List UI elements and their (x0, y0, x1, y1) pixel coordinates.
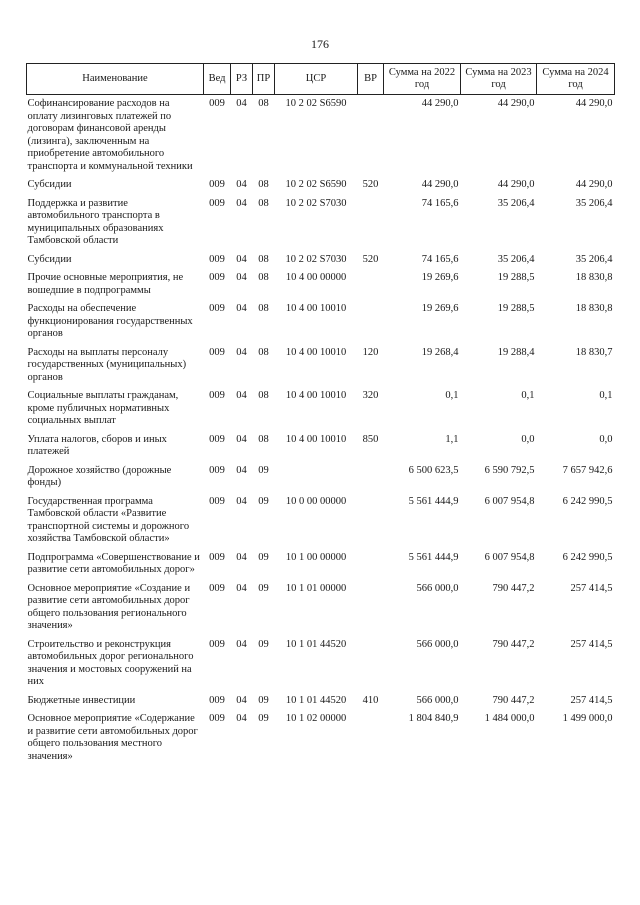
table-row (27, 195, 615, 251)
header-csr: ЦСР (275, 64, 358, 95)
cell-rz: 04 (236, 272, 247, 283)
cell-rz: 04 (236, 179, 247, 190)
cell-name: Государственная программа Тамбовской области «Развитие транспортной системы и дорожного хозяйства Тамбовской области» (27, 495, 190, 544)
table-row (27, 95, 615, 177)
cell-rz: 04 (236, 390, 247, 401)
cell-name: Подпрограмма «Совершенствование и развитие сети автомобильных дорог» (27, 551, 200, 575)
cell-sum-2022: 566 000,0 (416, 638, 459, 650)
cell-sum-2024: 7 657 942,6 (562, 464, 613, 476)
cell-sum-2022: 566 000,0 (416, 582, 459, 594)
cell-vr: 520 (362, 253, 379, 265)
cell-ved: 009 (209, 272, 225, 283)
cell-vr (358, 549, 384, 580)
cell-csr: 10 2 02 S7030 (285, 253, 347, 265)
cell-sum-2024: 257 414,5 (570, 582, 613, 594)
cell-sum-2023: 790 447,2 (492, 694, 535, 706)
cell-pr: 09 (258, 638, 269, 650)
cell-sum-2022: 19 268,4 (421, 346, 459, 358)
cell-name: Строительство и реконструкция автомобильных дорог регионального значения и мостовых сооружений на них (27, 638, 194, 687)
cell-sum-2022: 74 165,6 (421, 197, 459, 209)
table-row (27, 251, 615, 270)
cell-sum-2023: 790 447,2 (492, 638, 535, 650)
cell-vr (358, 493, 384, 549)
cell-sum-2023: 790 447,2 (492, 582, 535, 594)
cell-pr: 08 (258, 390, 269, 401)
header-rz: РЗ (231, 64, 253, 95)
cell-sum-2023: 6 007 954,8 (484, 495, 535, 507)
cell-rz: 04 (236, 694, 247, 706)
cell-rz: 04 (236, 582, 247, 594)
cell-rz: 04 (236, 303, 247, 314)
cell-ved: 009 (209, 551, 225, 563)
cell-ved: 009 (209, 303, 225, 314)
cell-vr (358, 300, 384, 344)
cell-sum-2023: 0,1 (521, 390, 535, 401)
cell-pr: 09 (258, 713, 269, 724)
cell-sum-2023: 6 590 792,5 (484, 464, 535, 476)
cell-name: Расходы на обеспечение функционирования государственных органов (27, 303, 193, 339)
cell-name: Поддержка и развитие автомобильного транспорта в муниципальных образованиях Тамбовской области (27, 197, 164, 246)
cell-csr: 10 1 00 00000 (285, 551, 347, 563)
cell-vr (358, 462, 384, 493)
cell-sum-2022: 1 804 840,9 (408, 713, 459, 724)
cell-vr (358, 636, 384, 692)
cell-name: Субсидии (27, 253, 72, 265)
header-pr: ПР (253, 64, 275, 95)
cell-name: Основное мероприятие «Содержание и развитие сети автомобильных дорог общего пользования местного значения» (27, 713, 198, 762)
cell-name: Софинансирование расходов на оплату лизинговых платежей по договорам финансовой аренды (лизинга), заключенным на приобретение автомобильного транспорта и коммунальной техники (27, 98, 193, 172)
table-header (27, 64, 615, 95)
cell-csr (275, 462, 358, 493)
cell-ved: 009 (209, 346, 225, 358)
table-row (27, 636, 615, 692)
cell-sum-2023: 0,0 (521, 433, 535, 445)
cell-pr: 09 (258, 694, 269, 706)
cell-sum-2024: 6 242 990,5 (562, 551, 613, 563)
cell-ved: 009 (209, 713, 225, 724)
header-vr: ВР (358, 64, 384, 95)
cell-ved: 009 (209, 98, 225, 109)
cell-sum-2023: 44 290,0 (497, 98, 535, 109)
cell-sum-2022: 6 500 623,5 (408, 464, 459, 476)
cell-sum-2024: 18 830,7 (575, 346, 613, 358)
cell-sum-2024: 257 414,5 (570, 694, 613, 706)
cell-vr: 850 (362, 433, 379, 445)
cell-csr: 10 2 02 S6590 (285, 179, 347, 190)
cell-csr: 10 2 02 S7030 (285, 197, 347, 209)
cell-sum-2023: 1 484 000,0 (484, 713, 535, 724)
cell-rz: 04 (236, 433, 247, 445)
cell-csr: 10 1 01 44520 (285, 638, 347, 650)
cell-name: Уплата налогов, сборов и иных платежей (27, 433, 167, 457)
cell-csr: 10 4 00 10010 (285, 390, 347, 401)
cell-csr: 10 4 00 10010 (285, 433, 347, 445)
table-row (27, 387, 615, 431)
cell-vr (358, 195, 384, 251)
cell-ved: 009 (209, 638, 225, 650)
cell-sum-2023: 6 007 954,8 (484, 551, 535, 563)
cell-sum-2024: 35 206,4 (575, 253, 613, 265)
cell-csr: 10 1 01 44520 (285, 694, 347, 706)
cell-name: Социальные выплаты гражданам, кроме публичных нормативных социальных выплат (27, 390, 179, 426)
cell-csr: 10 2 02 S6590 (285, 98, 347, 109)
cell-ved: 009 (209, 433, 225, 445)
cell-ved: 009 (209, 197, 225, 209)
cell-rz: 04 (236, 713, 247, 724)
cell-sum-2022: 19 269,6 (421, 272, 459, 283)
cell-ved: 009 (209, 179, 225, 190)
cell-sum-2023: 44 290,0 (497, 179, 535, 190)
cell-vr (358, 95, 384, 177)
cell-sum-2024: 44 290,0 (575, 98, 613, 109)
header-sum-2024: Сумма на 2024 год (537, 64, 615, 95)
header-sum-2022: Сумма на 2022 год (384, 64, 461, 95)
cell-pr: 08 (258, 433, 269, 445)
cell-sum-2024: 0,1 (599, 390, 613, 401)
cell-name: Основное мероприятие «Создание и развитие сети автомобильных дорог общего пользования регионального значения» (27, 582, 191, 631)
cell-vr: 120 (362, 346, 379, 358)
cell-vr: 410 (362, 694, 379, 706)
cell-sum-2023: 19 288,4 (497, 346, 535, 358)
cell-sum-2022: 19 269,6 (421, 303, 459, 314)
table-row (27, 493, 615, 549)
cell-sum-2024: 44 290,0 (575, 179, 613, 190)
cell-ved: 009 (209, 390, 225, 401)
cell-pr: 09 (258, 464, 269, 476)
cell-rz: 04 (236, 253, 247, 265)
cell-csr: 10 1 01 00000 (285, 582, 347, 594)
cell-ved: 009 (209, 253, 225, 265)
table-row (27, 300, 615, 344)
cell-sum-2024: 18 830,8 (575, 272, 613, 283)
header-sum-2023: Сумма на 2023 год (461, 64, 537, 95)
table-row (27, 269, 615, 300)
cell-sum-2024: 6 242 990,5 (562, 495, 613, 507)
cell-name: Субсидии (27, 179, 72, 190)
table-row (27, 344, 615, 388)
cell-name: Бюджетные инвестиции (27, 694, 136, 706)
cell-sum-2023: 19 288,5 (497, 303, 535, 314)
cell-pr: 09 (258, 495, 269, 507)
cell-ved: 009 (209, 582, 225, 594)
cell-pr: 08 (258, 253, 269, 265)
header-ved: Вед (204, 64, 231, 95)
cell-rz: 04 (236, 197, 247, 209)
cell-sum-2022: 0,1 (445, 390, 459, 401)
cell-sum-2022: 44 290,0 (421, 179, 459, 190)
cell-pr: 08 (258, 272, 269, 283)
table-row (27, 692, 615, 711)
cell-rz: 04 (236, 464, 247, 476)
table-row (27, 431, 615, 462)
cell-ved: 009 (209, 464, 225, 476)
cell-csr: 10 0 00 00000 (285, 495, 347, 507)
budget-table (26, 63, 615, 766)
cell-pr: 09 (258, 582, 269, 594)
table-row (27, 710, 615, 766)
header-name: Наименование (27, 64, 204, 95)
cell-name: Расходы на выплаты персоналу государственных (муниципальных) органов (27, 346, 187, 383)
cell-csr: 10 4 00 00000 (285, 272, 347, 283)
cell-csr: 10 1 02 00000 (285, 713, 347, 724)
cell-rz: 04 (236, 98, 247, 109)
cell-pr: 08 (258, 197, 269, 209)
cell-sum-2023: 35 206,4 (497, 253, 535, 265)
cell-name: Прочие основные мероприятия, не вошедшие в подпрограммы (27, 272, 184, 296)
cell-ved: 009 (209, 495, 225, 507)
cell-pr: 08 (258, 303, 269, 314)
cell-sum-2022: 5 561 444,9 (408, 551, 459, 563)
cell-vr (358, 269, 384, 300)
page-number: 176 (311, 37, 329, 51)
cell-pr: 08 (258, 179, 269, 190)
cell-rz: 04 (236, 495, 247, 507)
table-row (27, 549, 615, 580)
cell-sum-2023: 35 206,4 (497, 197, 535, 209)
table-row (27, 580, 615, 636)
cell-sum-2022: 566 000,0 (416, 694, 459, 706)
table-row (27, 462, 615, 493)
cell-pr: 09 (258, 551, 269, 563)
cell-name: Дорожное хозяйство (дорожные фонды) (27, 464, 172, 488)
cell-rz: 04 (236, 346, 247, 358)
cell-sum-2022: 74 165,6 (421, 253, 459, 265)
cell-csr: 10 4 00 10010 (285, 303, 347, 314)
cell-vr: 520 (362, 179, 379, 190)
cell-rz: 04 (236, 551, 247, 563)
table-body (27, 95, 615, 767)
cell-sum-2024: 1 499 000,0 (562, 713, 613, 724)
cell-rz: 04 (236, 638, 247, 650)
cell-vr (358, 710, 384, 766)
cell-vr (358, 580, 384, 636)
cell-csr: 10 4 00 10010 (285, 346, 347, 358)
cell-sum-2024: 0,0 (599, 433, 613, 445)
cell-pr: 08 (258, 346, 269, 358)
table-row (27, 176, 615, 195)
cell-vr: 320 (362, 390, 379, 401)
cell-sum-2022: 1,1 (445, 433, 459, 445)
cell-sum-2022: 44 290,0 (421, 98, 459, 109)
cell-sum-2024: 18 830,8 (575, 303, 613, 314)
cell-sum-2024: 35 206,4 (575, 197, 613, 209)
cell-ved: 009 (209, 694, 225, 706)
cell-sum-2024: 257 414,5 (570, 638, 613, 650)
cell-sum-2023: 19 288,5 (497, 272, 535, 283)
cell-sum-2022: 5 561 444,9 (408, 495, 459, 507)
cell-pr: 08 (258, 98, 269, 109)
